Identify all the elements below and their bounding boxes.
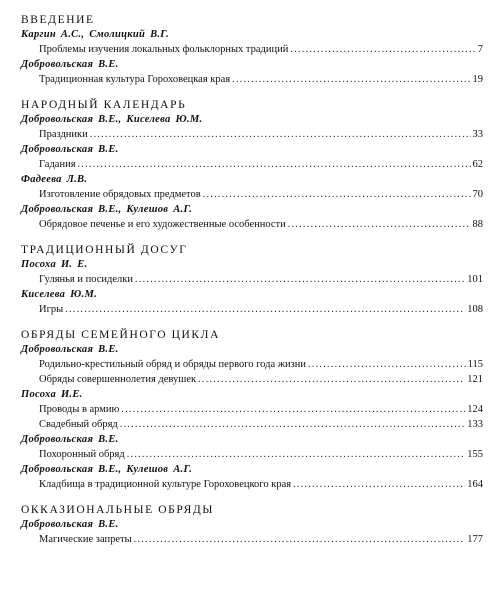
page-number: 164 xyxy=(467,479,483,490)
page-number: 155 xyxy=(467,449,483,460)
dot-leader xyxy=(290,42,475,57)
section-title: ОБРЯДЫ СЕМЕЙНОГО ЦИКЛА xyxy=(21,329,220,341)
table-of-contents xyxy=(21,13,483,558)
toc-entry[interactable] xyxy=(21,402,483,417)
page-number: 115 xyxy=(467,359,483,370)
page-number: 121 xyxy=(467,374,483,385)
toc-entry[interactable] xyxy=(21,42,483,57)
page-number: 133 xyxy=(467,419,483,430)
toc-section xyxy=(21,243,483,317)
author-line: Добровольская В.Е. xyxy=(21,144,119,155)
entry-title: Праздники xyxy=(39,129,88,140)
page-number: 101 xyxy=(467,274,483,285)
toc-entry[interactable] xyxy=(21,372,483,387)
author-line: Добровольская В.Е. xyxy=(21,434,119,445)
toc-entry[interactable] xyxy=(21,157,483,172)
entry-title: Гулянья и посиделки xyxy=(39,274,134,285)
dot-leader xyxy=(120,417,465,432)
dot-leader xyxy=(134,532,466,547)
entry-title: Обрядовое печенье и его художественные особенности xyxy=(39,219,286,230)
author-line: Киселева Ю.М. xyxy=(21,289,98,300)
author-line: Добровольская В.Е. xyxy=(21,59,119,70)
toc-entry[interactable] xyxy=(21,302,483,317)
entry-title: Игры xyxy=(39,304,64,315)
toc-entry[interactable] xyxy=(21,217,483,232)
section-title: ВВЕДЕНИЕ xyxy=(21,14,95,26)
page-number: 19 xyxy=(472,74,483,85)
toc-section xyxy=(21,328,483,492)
page-number: 177 xyxy=(467,534,483,545)
toc-entry[interactable] xyxy=(21,477,483,492)
dot-leader xyxy=(127,447,466,462)
dot-leader xyxy=(288,217,471,232)
author-line: Каргин А.С., Смолицкий В.Г. xyxy=(21,29,170,40)
page-number: 70 xyxy=(472,189,483,200)
author-line: Фадеева Л.В. xyxy=(21,174,88,185)
author-line: Посоха И. Е. xyxy=(21,259,88,270)
dot-leader xyxy=(78,157,471,172)
author-line: Добровольская В.Е., Киселева Ю.М. xyxy=(21,114,203,125)
toc-entry[interactable] xyxy=(21,187,483,202)
entry-title: Традиционная культура Гороховецкая края xyxy=(39,74,231,85)
dot-leader xyxy=(198,372,465,387)
toc-section xyxy=(21,503,483,547)
entry-title: Свадебный обряд xyxy=(39,419,118,430)
author-line: Добровольская В.Е., Кулешов А.Г. xyxy=(21,204,193,215)
toc-entry[interactable] xyxy=(21,72,483,87)
toc-section xyxy=(21,13,483,87)
page-number: 88 xyxy=(472,219,483,230)
entry-title: Обряды совершеннолетия девушек xyxy=(39,374,197,385)
toc-section xyxy=(21,98,483,232)
entry-title: Родильно-крестильный обряд и обряды первого года жизни xyxy=(39,359,307,370)
dot-leader xyxy=(135,272,465,287)
author-line: Добровольская В.Е., Кулешов А.Г. xyxy=(21,464,193,475)
author-line: Добровольская В.Е. xyxy=(21,344,119,355)
entry-title: Проблемы изучения локальных фольклорных традиций xyxy=(39,44,289,55)
page-number: 7 xyxy=(477,44,483,55)
dot-leader xyxy=(65,302,465,317)
page-number: 108 xyxy=(467,304,483,315)
entry-title: Магические запреты xyxy=(39,534,132,545)
entry-title: Кладбища в традиционной культуре Гороховецкого края xyxy=(39,479,292,490)
toc-entry[interactable] xyxy=(21,272,483,287)
section-title: НАРОДНЫЙ КАЛЕНДАРЬ xyxy=(21,99,187,111)
page-number: 62 xyxy=(472,159,483,170)
entry-title: Изготовление обрядовых предметов xyxy=(39,189,201,200)
dot-leader xyxy=(293,477,465,492)
entry-title: Гадания xyxy=(39,159,76,170)
section-title: ОККАЗИОНАЛЬНЫЕ ОБРЯДЫ xyxy=(21,504,215,516)
author-line: Посоха И.Е. xyxy=(21,389,83,400)
dot-leader xyxy=(308,357,466,372)
dot-leader xyxy=(232,72,470,87)
dot-leader xyxy=(203,187,471,202)
dot-leader xyxy=(121,402,465,417)
page-number: 124 xyxy=(467,404,483,415)
page-number: 33 xyxy=(472,129,483,140)
toc-entry[interactable] xyxy=(21,417,483,432)
author-line: Добровольская В.Е. xyxy=(21,519,119,530)
entry-title: Похоронный обряд xyxy=(39,449,125,460)
toc-entry[interactable] xyxy=(21,447,483,462)
dot-leader xyxy=(90,127,471,142)
section-title: ТРАДИЦИОННЫЙ ДОСУГ xyxy=(21,244,188,256)
toc-entry[interactable] xyxy=(21,532,483,547)
toc-entry[interactable] xyxy=(21,357,483,372)
entry-title: Проводы в армию xyxy=(39,404,120,415)
toc-entry[interactable] xyxy=(21,127,483,142)
